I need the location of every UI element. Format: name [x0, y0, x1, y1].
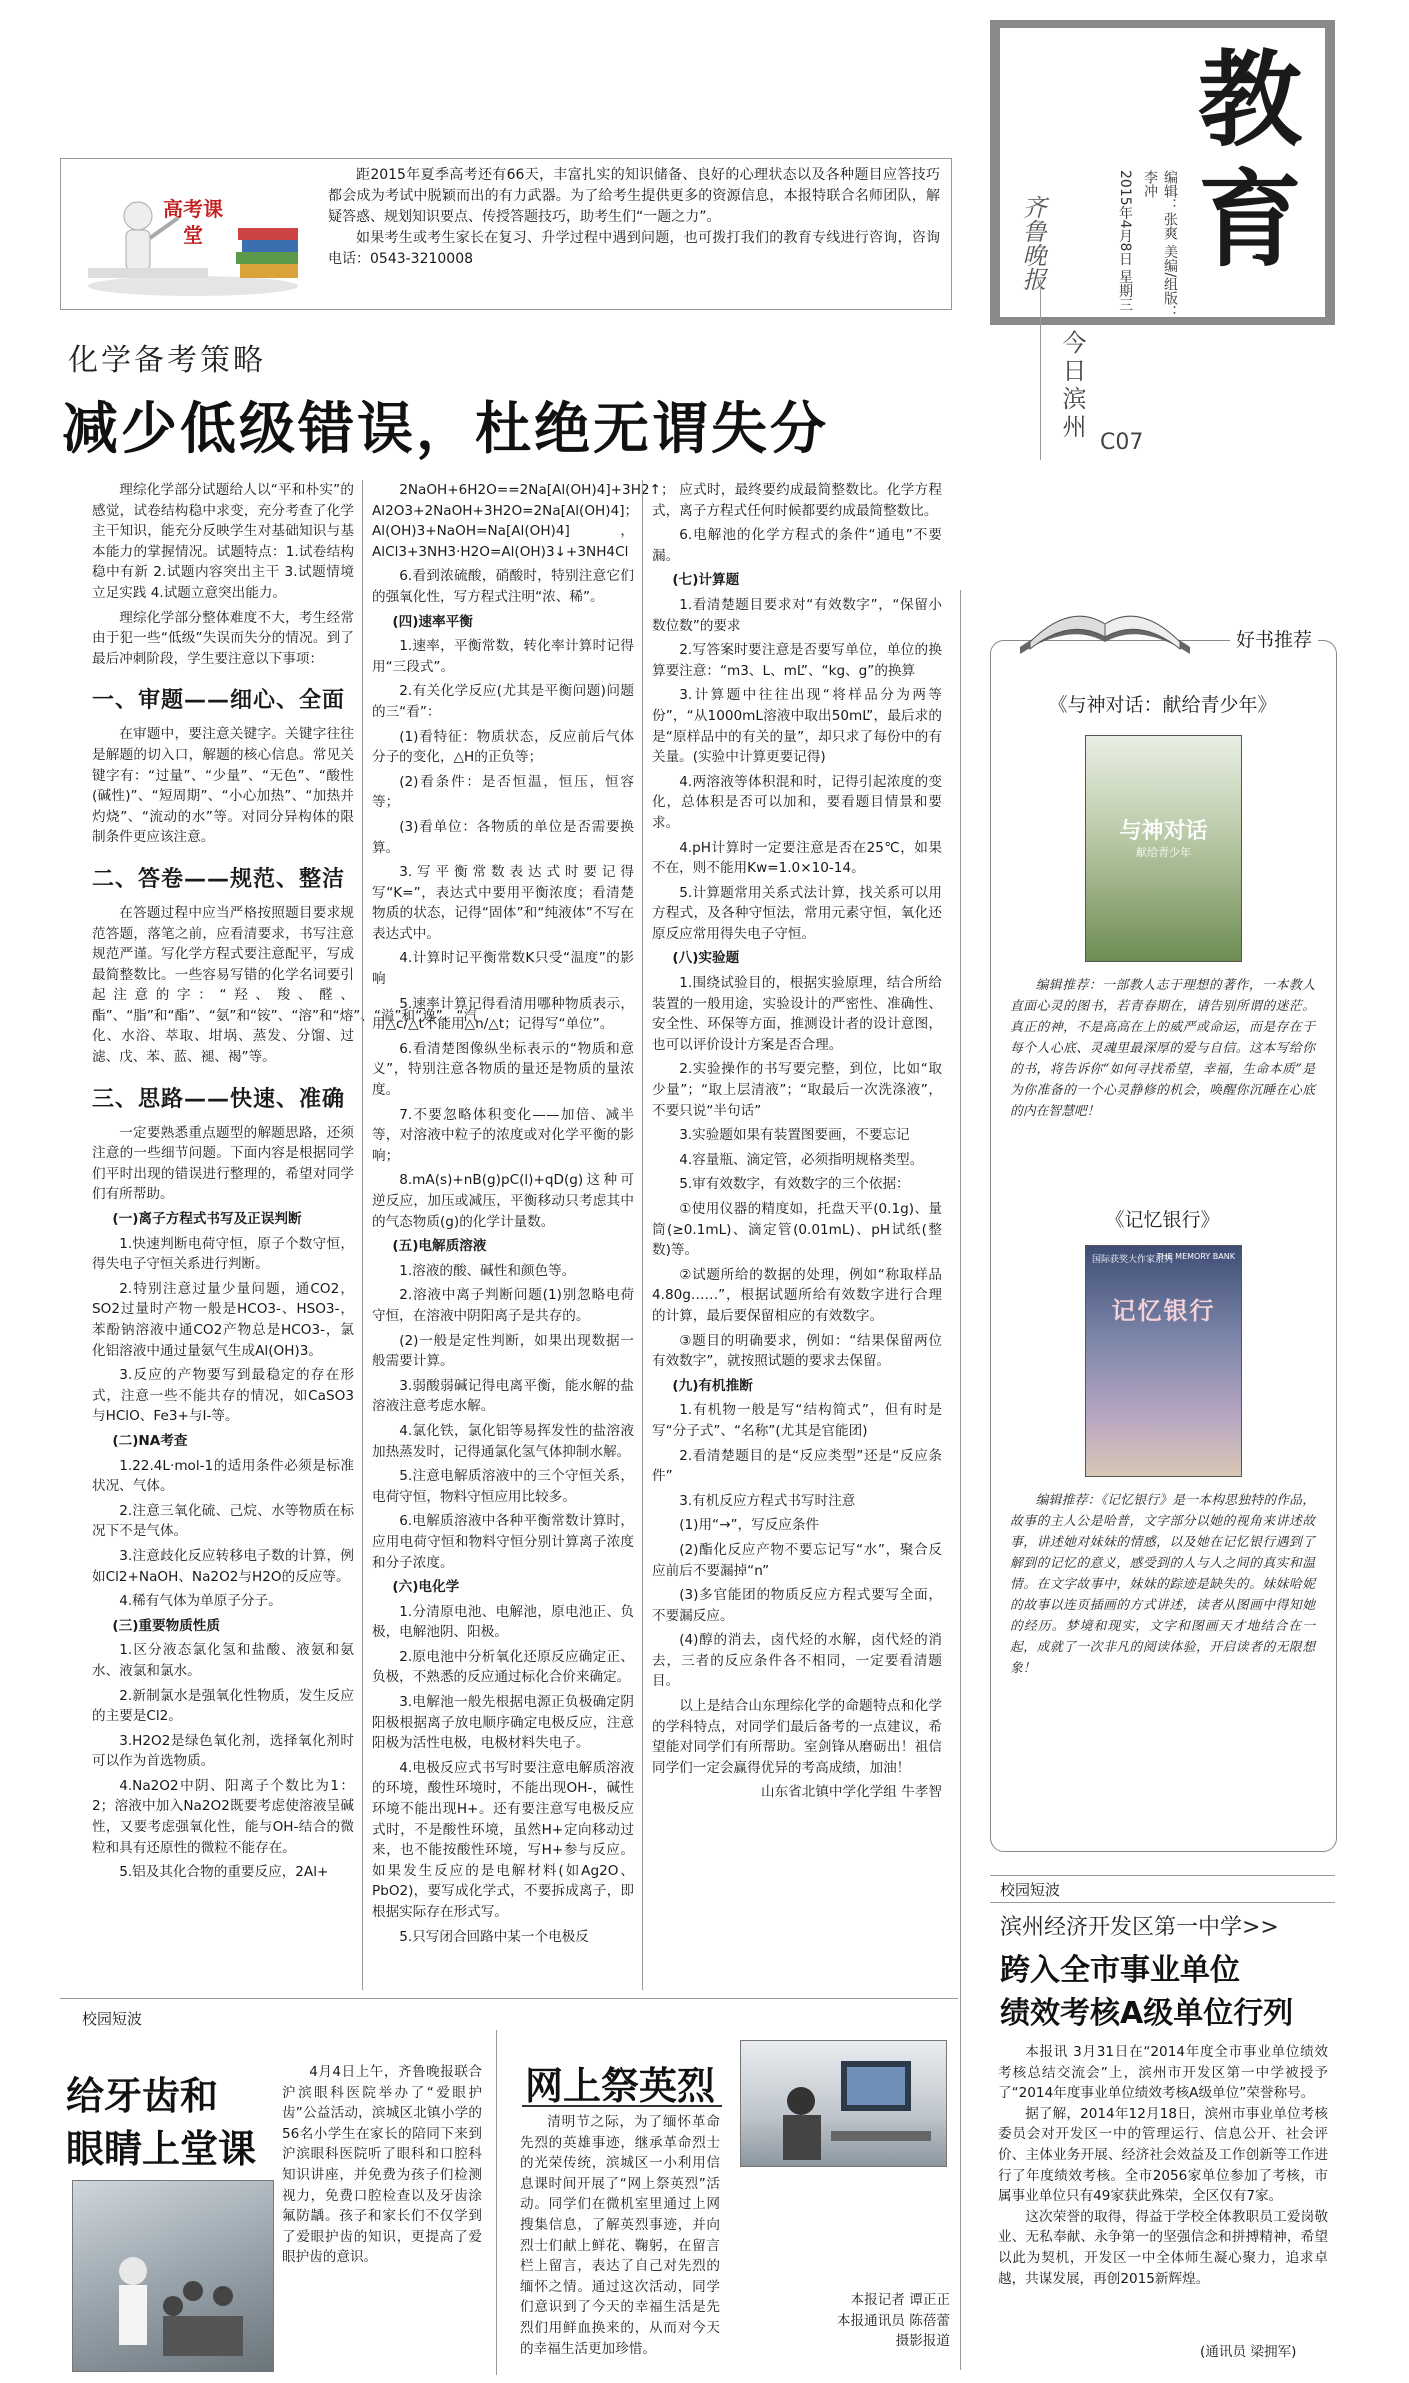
right-news-headline-line2: 绩效考核A级单位行列: [1000, 1996, 1294, 2031]
masthead-page-number: C07: [1100, 430, 1144, 455]
book-section-header: 好书推荐: [1230, 625, 1318, 652]
article-paragraph: 在答题过程中应当严格按照题目要求规范答题，落笔之前，应看清要求，书写注意规范严谨。写化学方程式要注意配平，写成最简整数比。一些容易写错的化学名词要引起注意的字：“羟、羧、醛、酯”、“脂”和“酯”、“氨”和“铵”、“溶”和“熔”、“溢”和“逸”、“汽化、水浴、萃取、坩埚、蒸发、分馏、过滤、戊、苯、蓝、褪、褐”等。: [92, 904, 478, 1066]
promo-paragraph-1: 距2015年夏季高考还有66天，丰富扎实的知识储备、良好的心理状态以及各种题目应答技巧都会成为考试中脱颖而出的有力武器。为了给考生提供更多的资源信息，本报特联合名师团队，解疑答惑、规划知识要点、传授答题技巧，助考生们“一题之力”。: [328, 167, 940, 225]
article-paragraph: 1.区分液态氯化氢和盐酸、液氨和氨水、液氯和氯水。: [92, 1642, 354, 1679]
article-paragraph: 2.溶液中离子判断问题(1)别忽略电荷守恒，在溶液中阴阳离子是共存的。: [372, 1287, 634, 1324]
article-paragraph: 应式时，最终要约成最简整数比。化学方程式，离子方程式任何时候都要约成最简整数比。: [652, 482, 942, 519]
article-paragraph: 3.写平衡常数表达式时要记得写“K=”，表达式中要用平衡浓度；看清楚物质的状态，记得“固体”和“纯液体”不写在表达式中。: [372, 864, 634, 942]
section-heading: 三、思路——快速、准确: [92, 1086, 346, 1112]
book1-cover-subtitle: 献给青少年: [1136, 846, 1191, 859]
section-title-char1: 教: [1197, 38, 1302, 161]
article-paragraph: 8.mA(s)+nB(g)pC(l)+qD(g)这种可逆反应，加压或减压，平衡移动只考虑其中的气态物质(g)的化学计量数。: [372, 1172, 634, 1230]
subsection-heading: (四)速率平衡: [392, 613, 473, 630]
article-paragraph: 2NaOH+6H2O==2Na[Al(OH)4]+3H2↑；Al2O3+2NaOH+3H2O=2Na[Al(OH)4]；Al(OH)3+NaOH=Na[Al(OH)4]，AlCl3+3NH3·H2O=Al(OH)3↓+3NH4Cl: [372, 482, 675, 560]
article-paragraph: 5.铝及其化合物的重要反应，2Al+: [119, 1864, 329, 1881]
computer-lab-photo-icon: [741, 2041, 946, 2166]
book2-review: [1010, 1490, 1315, 1679]
article-paragraph: 3.有机反应方程式书写时注意: [679, 1492, 856, 1509]
article-paragraph: 3.计算题中往往出现“将样品分为两等份”，“从1000mL溶液中取出50mL”，最后求的是“原样品中的有关的量”，却只求了每份中的有关量。(实验中计算更要记得): [652, 687, 942, 766]
article-paragraph: 1.22.4L·mol-1的适用条件必须是标准状况、气体。: [92, 1457, 354, 1495]
book1-cover: [1085, 735, 1242, 962]
section-heading: 一、审题——细心、全面: [92, 688, 346, 714]
bottom-story2-text: 清明节之际，为了缅怀革命先烈的英雄事迹，继承革命烈士的光荣传统，滨城区一小利用信息课时间开展了“网上祭英烈”活动。同学们在微机室里通过上网搜集信息，了解英烈事迹，并向烈士们献上鲜花、鞠躬，在留言栏上留言，表达了自己对先烈的缅怀之情。通过这次活动，同学们意识到了今天的幸福生活是先烈们用鲜血换来的，从而对今天的幸福生活更加珍惜。: [520, 2114, 720, 2357]
subsection-heading: (五)电解质溶液: [392, 1238, 487, 1255]
article-paragraph: 5.审有效数字，有效数字的三个依据：: [679, 1176, 910, 1193]
article-paragraph: 4.氯化铁，氯化铝等易挥发性的盐溶液加热蒸发时，记得通氯化氢气体抑制水解。: [372, 1422, 634, 1460]
article-paragraph: 6.看到浓硫酸，硝酸时，特别注意它们的强氧化性，写方程式注明“浓、稀”。: [372, 568, 634, 605]
bottom-story2-photo: [740, 2040, 947, 2167]
masthead-editor-line: 编辑：张爽 美编/组版：李冲: [1142, 170, 1178, 320]
book2-cover-series: 国际获奖大作家系列: [1092, 1255, 1174, 1265]
article-paragraph: 3.电解池一般先根据电源正负极确定阴阳极根据离子放电顺序确定电极反应，注意阳极为活性电极，电极材料失电子。: [372, 1694, 634, 1752]
right-news-paragraph: 这次荣誉的取得，得益于学校全体教职员工爱岗敬业、无私奉献、永争第一的坚强信念和拼搏精神，希望以此为契机，开发区一中全体师生凝心聚力，追求卓越，共谋发展，再创2015新辉煌。: [998, 2208, 1328, 2287]
bottom-story2-headline: 网上祭英烈: [525, 2064, 716, 2108]
book1-review: [1010, 975, 1315, 1122]
bottom-story2-headline-rule: [522, 2105, 722, 2107]
article-paragraph: 3.注意歧化反应转移电子数的计算，例如Cl2+NaOH、Na2O2与H2O的反应等。: [92, 1547, 354, 1585]
article-paragraph: 4.电极反应式书写时要注意电解质溶液的环境，酸性环境时，不能出现OH-，碱性环境不能出现H+。还有要注意写电极反应式时，不是酸性环境，虽然H+定向移动过来，也不能按酸性环境，写H+参与反应。如果发生反应的是电解材料(如Ag2O、PbO2)，要写成化学式，不要拆成离子，即根据实际存在形式写。: [372, 1759, 634, 1920]
article-paragraph: 4.容量瓶、滴定管，必须指明规格类型。: [679, 1151, 924, 1168]
column-divider: [496, 2030, 497, 2375]
article-paragraph: 5.只写闭合回路中某一个电极反: [399, 1928, 589, 1945]
column-divider: [642, 480, 643, 1990]
article-paragraph: 4.两溶液等体积混和时，记得引起浓度的变化，总体积是否可以加和，要看题目情景和要求。: [652, 773, 942, 831]
credit-reporter: 本报记者 谭正正: [850, 2292, 950, 2308]
bottom-story1-body: [282, 2062, 482, 2268]
article-paragraph: 2.写答案时要注意是否要写单位，单位的换算要注意：“m3、L、mL”、“kg、g”的换算: [652, 642, 942, 679]
article-paragraph: (2)看条件：是否恒温，恒压，恒容等；: [372, 773, 634, 811]
article-paragraph: 6.电解质溶液中各种平衡常数计算时，应用电荷守恒和物料守恒分别计算离子浓度和分子浓度。: [372, 1513, 634, 1571]
article-paragraph: 2.新制氯水是强氧化性物质，发生反应的主要是Cl2。: [92, 1687, 354, 1725]
article-paragraph: 理综化学部分整体难度不大，考生经常由于犯一些“低级”失误而失分的情况。到了最后冲刺阶段，学生要注意以下事项：: [92, 609, 354, 667]
article-paragraph: 3.反应的产物要写到最稳定的存在形式，注意一些不能共存的情况，如CaSO3与HClO、Fe3+与I-等。: [92, 1367, 354, 1425]
article-paragraph: (3)多官能团的物质反应方程式要写全面，不要漏反应。: [652, 1587, 942, 1624]
article-paragraph: 7.不要忽略体积变化——加倍、减半等，对溶液中粒子的浓度或对化学平衡的影响；: [372, 1106, 634, 1164]
article-paragraph: (2)酯化反应产物不要忘记写“水”，聚合反应前后不要漏掉“n”: [652, 1541, 942, 1579]
credit-photo: 摄影报道: [895, 2333, 950, 2350]
article-paragraph: 理综化学部分试题给人以“平和朴实”的感觉，试卷结构稳中求变，充分考查了化学主干知识，能充分反映学生对基础知识与基本能力的掌握情况。试题特点：1.试卷结构稳中有新 2.试题内容突出主干 3.试题情境立足实践 4.试题立意突出能力。: [92, 482, 354, 601]
article-paragraph: 5.速率计算记得看清用哪种物质表示，用△c/△t不能用△n/△t；记得写“单位”。: [372, 995, 634, 1033]
article-paragraph: 4.pH计算时一定要注意是否在25℃，如果不在，则不能用Kw=1.0×10-14。: [652, 839, 942, 877]
article-paragraph: 5.注意电解质溶液中的三个守恒关系，电荷守恒，物料守恒应用比较多。: [372, 1468, 634, 1505]
right-news-byline: (通讯员 梁拥军): [1200, 2344, 1297, 2360]
bottom-story2-credits: [760, 2290, 950, 2352]
article-paragraph: (3)看单位：各物质的单位是否需要换算。: [372, 818, 634, 856]
subsection-heading: (二)NA考查: [112, 1432, 188, 1449]
article-column-2: [372, 480, 675, 1951]
bottom-story1-headline-line2: 眼睛上堂课: [66, 2127, 257, 2171]
article-paragraph: 3.实验题如果有装置图要画，不要忘记: [679, 1127, 910, 1144]
page-divider: [960, 590, 961, 2370]
section-title-char2: 育: [1197, 158, 1302, 281]
masthead-rule: [1040, 280, 1041, 460]
article-paragraph: ③题目的明确要求，例如：“结果保留两位有效数字”，就按照试题的要求去保留。: [652, 1332, 942, 1370]
article-paragraph: (1)看特征：物质状态，反应前后气体分子的变化，△H的正负等；: [372, 728, 634, 766]
article-paragraph: 2.实验操作的书写要完整，到位，比如“取少量”；“取上层清液”；“取最后一次洗涤液”，不要只说“半句话”: [652, 1061, 942, 1119]
masthead-paper-name: 齐鲁晚报: [1018, 195, 1046, 291]
subsection-heading: (六)电化学: [392, 1579, 460, 1596]
subsection-heading: (一)离子方程式书写及正误判断: [112, 1211, 302, 1228]
book2-cover: [1085, 1245, 1242, 1477]
article-headline: 减少低级错误，杜绝无谓失分: [62, 397, 829, 462]
book2-cover-en: THE MEMORY BANK: [1156, 1252, 1235, 1261]
book1-title: 《与神对话：献给青少年》: [1048, 694, 1277, 716]
credit-correspondent: 本报通讯员 陈蓓蕾: [836, 2312, 950, 2329]
article-paragraph: 在审题中，要注意关键字。关键字往往是解题的切入口，解题的核心信息。常见关键字有：“过量”、“少量”、“无色”、“酸性(碱性)”、“短周期”、“小心加热”、“加热并灼烧”、“流动的水”等。对同分异构体的限制条件更应该注意。: [92, 726, 354, 846]
classroom-photo-icon: [73, 2181, 273, 2371]
column-divider: [362, 480, 363, 1990]
article-paragraph: (2)一般是定性判断，如果出现数据一般需要计算。: [372, 1332, 634, 1370]
article-paragraph: 1.看清楚题目要求对“有效数字”，“保留小数位数”的要求: [652, 596, 942, 634]
book1-cover-title: 与神对话: [1119, 819, 1208, 844]
book1-review-text: 编辑推荐：一部教人志于理想的著作，一本教人直面心灵的图书，若青春期在，请告别所谓的迷茫。真正的神，不是高高在上的威严或命运，而是存在于每个人心底、灵魂里最深厚的爱与自信。这本写给你的书，将告诉你“如何寻找希望，幸福，生命本质”是为你准备的一个心灵静修的机会，唤醒你沉睡在心底的内在智慧吧！: [1010, 978, 1315, 1119]
article-paragraph: 1.溶液的酸、碱性和颜色等。: [399, 1262, 576, 1279]
book2-title: 《记忆银行》: [1105, 1209, 1220, 1231]
article-paragraph: 一定要熟悉重点题型的解题思路，还须注意的一些细节问题。下面内容是根据同学们平时出现的错误进行整理的，希望对同学们有所帮助。: [92, 1124, 354, 1203]
masthead-edition: 今日滨州: [1058, 330, 1086, 442]
article-paragraph: 以上是结合山东理综化学的命题特点和化学的学科特点，对同学们最后备考的一点建议，希望能对同学们有所帮助。室剑锋从磨砺出！祖信同学们一定会赢得优异的考高成绩，加油！: [652, 1698, 942, 1776]
right-news-paragraph: 据了解，2014年12月18日，滨州市事业单位考核委员会对开发区一中的管理运行、信息公开、社会评价、主体业务开展、经济社会效益及工作创新等工作进行了年度绩效考核。全市2056家单位参加了考核，市属事业单位只有49家获此殊荣，全区仅有7家。: [998, 2105, 1328, 2205]
article-paragraph: ②试题所给的数据的处理，例如“称取样品4.80g……”，根据试题所给有效数字进行合理的计算，最后要保留相应的有效数字。: [652, 1266, 942, 1324]
right-news-headline-line1: 跨入全市事业单位: [1000, 1953, 1240, 1988]
section-title-box: [1180, 40, 1320, 300]
promo-text: [328, 165, 940, 270]
article-kicker: 化学备考策略: [68, 343, 266, 378]
book2-review-text: 编辑推荐：《记忆银行》是一本构思独特的作品，故事的主人公是哈普，文字部分以她的视角来讲述故事，讲述她对妹妹的情感，以及她在记忆银行遇到了解到的记忆的意义，感受到的人与人之间的真实和温情。在文字故事中，妹妹的踪迹是缺失的。妹妹哈妮的故事以连页插画的方式讲述，读者从图画中得知她的经历。梦境和现实，文字和图画天才地结合在一起，成就了一次非凡的阅读体验，开启读者的无限想象！: [1010, 1493, 1315, 1676]
article-paragraph: 1.分清原电池、电解池，原电池正、负极，电解池阴、阳极。: [372, 1603, 634, 1641]
article-paragraph: 2.原电池中分析氧化还原反应确定正、负极，不熟悉的反应通过标化合价来确定。: [372, 1648, 634, 1686]
subsection-heading: (七)计算题: [672, 572, 740, 589]
bottom-story1-text: 4月4日上午，齐鲁晚报联合沪滨眼科医院举办了“爱眼护齿”公益活动，滨城区北镇小学的56名小学生在家长的陪同下来到沪滨眼科医院听了眼科和口腔科知识讲座，并免费为孩子们检测视力，免费口腔检查以及牙齿涂氟防龋。孩子和家长们不仅学到了爱眼护齿的知识，更提高了爱眼护齿的意识。: [282, 2064, 482, 2266]
section-rule: [60, 1998, 958, 1999]
article-paragraph: ①使用仪器的精度如，托盘天平(0.1g)、量筒(≥0.1mL)、滴定管(0.01mL)、pH试纸(整数)等。: [652, 1201, 942, 1259]
bottom-story1-photo: [72, 2180, 274, 2372]
bottom-story1-headline-line1: 给牙齿和: [66, 2074, 219, 2118]
article-paragraph: 1.速率，平衡常数，转化率计算时记得用“三段式”。: [372, 638, 634, 675]
article-paragraph: (4)醇的消去，卤代烃的水解，卤代烃的消去，三者的反应条件各不相同，一定要看清题目。: [652, 1632, 942, 1690]
article-paragraph: 3.弱酸弱碱记得电离平衡，能水解的盐溶液注意考虑水解。: [372, 1377, 634, 1415]
promo-paragraph-2: 如果考生或考生家长在复习、升学过程中遇到问题，也可拨打我们的教育专线进行咨询，咨询电话：0543-3210008: [328, 230, 940, 267]
subsection-heading: (八)实验题: [672, 950, 740, 967]
article-byline: 山东省北镇中学化学组 牛孝智: [760, 1784, 942, 1801]
article-paragraph: 4.Na2O2中阴、阳离子个数比为1：2；溶液中加入Na2O2既要考虑使溶液呈碱性，又要考虑强氧化性，能与OH-结合的微粒和具有还原性的微粒不能存在。: [92, 1777, 354, 1856]
article-paragraph: 3.H2O2是绿色氧化剂，选择氧化剂时可以作为首选物质。: [92, 1732, 354, 1770]
campus-tag-bottom: 校园短波: [82, 2010, 143, 2028]
article-paragraph: 1.有机物一般是写“结构简式”，但有时是写“分子式”、“名称”(尤其是官能团): [652, 1402, 942, 1439]
subsection-heading: (三)重要物质性质: [112, 1617, 220, 1634]
article-paragraph: 6.电解池的化学方程式的条件“通电”不要漏。: [652, 527, 942, 564]
right-news-kicker: 滨州经济开发区第一中学>>: [1000, 1915, 1279, 1940]
book-icon: [1010, 592, 1200, 667]
right-news-paragraph: 本报讯 3月31日在“2014年度全市事业单位绩效考核总结交流会”上，滨州市开发区第一中学被授予了“2014年度事业单位绩效考核A级单位”荣誉称号。: [998, 2044, 1328, 2102]
section-heading: 二、答卷——规范、整洁: [92, 866, 346, 892]
article-paragraph: 4.稀有气体为单原子分子。: [119, 1593, 282, 1610]
promo-badge: 高考课堂: [163, 197, 223, 247]
article-column-3: [652, 480, 942, 1807]
article-paragraph: 4.计算时记平衡常数K只受“温度”的影响: [372, 950, 634, 988]
article-paragraph: 1.快速判断电荷守恒，原子个数守恒，得失电子守恒关系进行判断。: [92, 1235, 354, 1273]
article-paragraph: 2.有关化学反应(尤其是平衡问题)问题的三“看”：: [372, 683, 634, 720]
article-paragraph: (1)用“→”，写反应条件: [679, 1517, 820, 1534]
article-paragraph: 2.看清楚题目的是“反应类型”还是“反应条件”: [652, 1447, 942, 1485]
article-paragraph: 6.看清楚图像纵坐标表示的“物质和意义”，特别注意各物质的量还是物质的量浓度。: [372, 1040, 634, 1099]
bottom-story2-body: [520, 2112, 720, 2359]
masthead-date-line: 2015年4月8日 星期三: [1117, 170, 1133, 312]
right-news-body: [998, 2042, 1328, 2289]
article-paragraph: 2.注意三氧化硫、己烷、水等物质在标况下不是气体。: [92, 1502, 354, 1540]
article-paragraph: 2.特别注意过量少量问题，通CO2，SO2过量时产物一般是HCO3-、HSO3-，苯酚钠溶液中通CO2产物总是HCO3-，氯化铝溶液中通过量氨气生成Al(OH)3。: [92, 1280, 354, 1359]
book2-cover-title: 记忆银行: [1111, 1297, 1216, 1325]
subsection-heading: (九)有机推断: [672, 1377, 753, 1394]
article-paragraph: 1.围绕试验目的，根据实验原理，结合所给装置的一般用途，实验设计的严密性、准确性、安全性、环保等方面，推测设计者的设计意图，也可以评价设计方案是否合理。: [652, 975, 942, 1053]
campus-tag-right: 校园短波: [1000, 1881, 1061, 1899]
article-paragraph: 5.计算题常用关系式法计算，找关系可以用方程式，及各种守恒法，常用元素守恒，氧化还原反应常用得失电子守恒。: [652, 884, 942, 942]
